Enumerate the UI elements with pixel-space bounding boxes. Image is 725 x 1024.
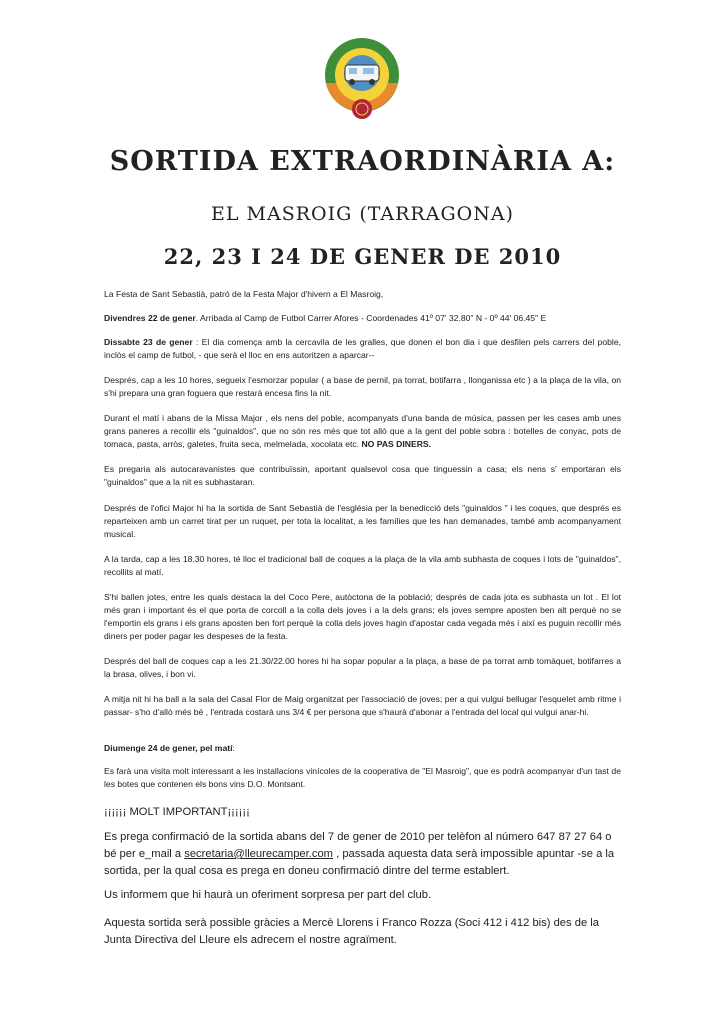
friday-text: . Arribada al Camp de Futbol Carrer Afores - Coordenades 41º 07' 32.80" N - 0º 44' 06.45" E [195,313,547,323]
contribution-paragraph: Es pregaria als autocaravanistes que contribuïssin, aportant qualsevol cosa que tinguessin a casa; els nens s' emportaran els "guinaldos" que a la nit es subhastaran. [104,464,621,487]
email-link[interactable]: secretaria@lleurecamper.com [184,848,334,860]
friday-label: Divendres 22 de gener [104,313,196,323]
important-heading: ¡¡¡¡¡¡ MOLT IMPORTANT¡¡¡¡¡¡ [104,806,250,818]
location-heading: EL MASROIG (TARRAGONA) [211,203,514,225]
intro-paragraph: La Festa de Sant Sebastià, patró de la Festa Major d'hivern a El Masroig, [104,289,384,299]
procession-paragraph: Després de l'ofici Major hi ha la sortida de Sant Sebastià de l'església per la benedicció dels "guinaldos " i les coques, que després es reparteixen amb un carret tirat per un ruquet, per tota la localitat, a les famílies que les han demanades, també amb acompanyament musical. [104,503,621,539]
dinner-paragraph: Després del ball de coques cap a les 21.30/22.00 hores hi ha sopar popular a la plaça, a base de pa torrat amb tomàquet, botifarres a la brasa, olives, i bon vi. [104,656,621,679]
sunday-paragraph [104,742,621,755]
dance-paragraph: A mitja nit hi ha ball a la sala del Casal Flor de Maig organitzat per l'associació de joves; per a qui vulgui bellugar l'esquelet amb ritme i passar- s'ho d'allò més bé , l'entrada costarà uns 3/4 € per persona que s'haurà d'abonar a l'entrada del local qui vulgui anar-hi. [104,694,621,717]
thanks-paragraph: Aquesta sortida serà possible gràcies a Mercè Llorens i Franco Rozza (Soci 412 i 412 bis) des de la Junta Directiva del Lleure els adrecem el nostre agraïment. [104,917,599,946]
morning-paragraph [104,412,621,451]
no-money-note: NO PAS DINERS. [361,439,432,449]
confirmation-text-before: Es prega confirmació de la sortida abans del 7 de gener de 2010 per telèfon al número 647 87 27 64 o bé per e_mail a [104,831,612,860]
afternoon-paragraph: A la tarda, cap a les 18.30 hores, té lloc el tradicional ball de coques a la plaça de la vila amb subhasta de coques i lots de "guinaldos", recollits al matí. [104,554,621,577]
morning-text: Durant el matí i abans de la Missa Major , els nens del poble, acompanyats d'una banda de música, passen per les cases amb unes grans paneres a recollir els "guinaldos", que no són res més que tot allò que a la gent del poble sobra : botelles de conyac, pots de tomaca, pasta, arròs, galetes, fruita seca, melmelada, xocolata etc. [104,413,621,449]
dates-heading: 22, 23 I 24 DE GENER DE 2010 [163,244,562,269]
friday-paragraph [104,312,621,325]
saturday-label: Dissabte 23 de gener [104,337,193,347]
club-logo-icon [323,37,401,121]
sunday-colon: : [232,743,235,753]
sunday-label: Diumenge 24 de gener, pel matí [104,743,233,753]
confirmation-paragraph [104,829,624,880]
breakfast-paragraph: Després, cap a les 10 hores, segueix l'esmorzar popular ( a base de pernil, pa torrat, botifarra , llonganissa etc ) a la plaça de la vila, on s'hi prepara una gran foguera que restarà encesa fins la nit. [104,375,621,398]
jotes-paragraph: S'hi ballen jotes, entre les quals destaca la del Coco Pere, autòctona de la població; després de cada jota es subhasta un lot . El lot més gran i important és el que porta de corcoll a la colla dels joves i a la dels grans; els joves sempre aposten ben alt perquè no se l'emportin els grans i els grans aposten ben fort perquè la colla dels joves hagin d'apostar cada vegada més i així es puguin recollir més diners per poder pagar les despeses de la festa. [104,592,621,641]
winery-paragraph: Es farà una visita molt interessant a les installacions vinícoles de la cooperativa de "El Masroig", que es podrà acompanyar d'un tast de les botes que contenen els bons vins D.O. Montsant. [104,766,621,789]
confirmation-text-after: , passada aquesta data serà impossible apuntar -se a la sortida, per la qual cosa es prega en doneu confirmació dintre del terme establert. [104,848,615,877]
saturday-text: : El dia comença amb la cercavila de les gralles, que donen el bon dia i que desfilen pels carrers del poble, inclòs el camp de futbol, - que serà el lloc en ens autoritzen a aparcar-- [104,337,621,360]
page-title: SORTIDA EXTRAORDINÀRIA A: [109,146,616,177]
surprise-paragraph: Us informem que hi haurà un oferiment sorpresa per part del club. [104,889,432,901]
saturday-paragraph [104,336,621,362]
